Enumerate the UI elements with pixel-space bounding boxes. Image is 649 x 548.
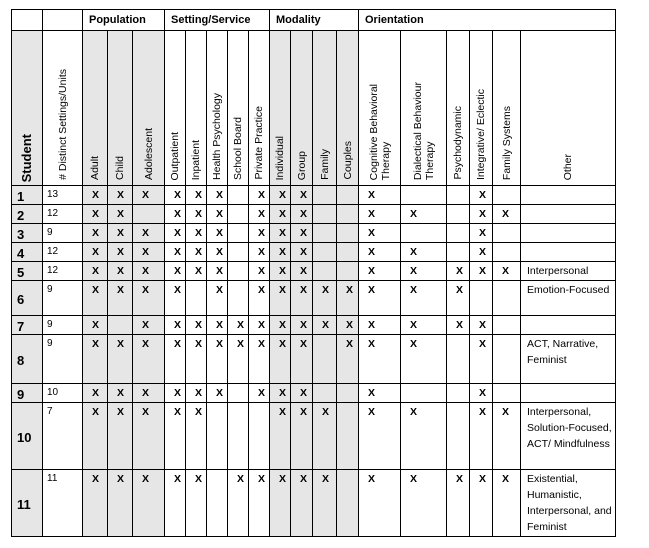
- col-inpatient-label: Inpatient: [190, 139, 202, 180]
- mark-health-psychology: X: [207, 384, 228, 403]
- mark-school-board: [228, 205, 249, 224]
- mark-cbt: X: [359, 470, 401, 537]
- mark-integrative: [470, 281, 493, 316]
- mark-integrative: X: [470, 205, 493, 224]
- col-family: [313, 31, 337, 186]
- mark-outpatient: X: [165, 470, 186, 537]
- table-row: [12, 186, 616, 205]
- group-header-blank: [12, 10, 43, 31]
- student-number: 4: [12, 243, 43, 262]
- mark-dbt: X: [401, 470, 447, 537]
- mark-private-practice: X: [249, 205, 270, 224]
- mark-dbt: [401, 224, 447, 243]
- distinct-units-count: 9: [43, 335, 83, 384]
- mark-family: [313, 186, 337, 205]
- mark-cbt: X: [359, 335, 401, 384]
- student-number: 6: [12, 281, 43, 316]
- group-setting-service: Setting/Service: [165, 10, 270, 31]
- mark-couples: [337, 384, 359, 403]
- mark-individual: X: [270, 470, 291, 537]
- col-health-psychology-label: Health Psychology: [211, 93, 223, 180]
- mark-group: X: [291, 224, 313, 243]
- student-number: 7: [12, 316, 43, 335]
- mark-dbt: X: [401, 262, 447, 281]
- col-dbt: [401, 31, 447, 186]
- mark-adolescent: X: [133, 316, 165, 335]
- mark-couples: X: [337, 335, 359, 384]
- mark-outpatient: X: [165, 281, 186, 316]
- col-family-label: Family: [318, 149, 331, 180]
- mark-health-psychology: X: [207, 205, 228, 224]
- mark-health-psychology: X: [207, 281, 228, 316]
- col-psychodynamic-label: Psychodynamic: [452, 106, 464, 180]
- mark-adult: X: [83, 403, 108, 470]
- table-row: [12, 316, 616, 335]
- mark-school-board: [228, 384, 249, 403]
- col-student: [12, 31, 43, 186]
- mark-integrative: X: [470, 224, 493, 243]
- mark-group: X: [291, 316, 313, 335]
- col-integrative-label: Integrative/ Eclectic: [475, 88, 487, 180]
- mark-family: X: [313, 316, 337, 335]
- col-psychodynamic: [447, 31, 470, 186]
- mark-family: X: [313, 281, 337, 316]
- mark-group: X: [291, 262, 313, 281]
- col-adult: [83, 31, 108, 186]
- student-number: 11: [12, 470, 43, 537]
- mark-group: X: [291, 403, 313, 470]
- mark-cbt: X: [359, 262, 401, 281]
- mark-family-systems: [493, 384, 521, 403]
- mark-psychodynamic: X: [447, 281, 470, 316]
- group-header-row: [12, 10, 616, 31]
- distinct-units-count: 7: [43, 403, 83, 470]
- mark-outpatient: X: [165, 316, 186, 335]
- group-modality: Modality: [270, 10, 359, 31]
- distinct-units-count: 12: [43, 262, 83, 281]
- student-number: 8: [12, 335, 43, 384]
- mark-child: X: [108, 403, 133, 470]
- mark-family: [313, 224, 337, 243]
- other-orientation: Interpersonal, Solution-Focused, ACT/ Mindfulness: [521, 403, 616, 470]
- mark-private-practice: X: [249, 243, 270, 262]
- group-population: Population: [83, 10, 165, 31]
- mark-health-psychology: [207, 470, 228, 537]
- mark-private-practice: X: [249, 224, 270, 243]
- col-outpatient-label: Outpatient: [169, 131, 181, 180]
- mark-child: X: [108, 186, 133, 205]
- mark-family: [313, 262, 337, 281]
- mark-adolescent: X: [133, 384, 165, 403]
- mark-psychodynamic: [447, 205, 470, 224]
- col-school-board: [228, 31, 249, 186]
- col-private-practice-label: Private Practice: [253, 106, 265, 180]
- mark-couples: [337, 470, 359, 537]
- mark-private-practice: X: [249, 384, 270, 403]
- other-orientation: [521, 224, 616, 243]
- mark-health-psychology: X: [207, 186, 228, 205]
- mark-family-systems: [493, 224, 521, 243]
- mark-private-practice: X: [249, 281, 270, 316]
- mark-couples: [337, 403, 359, 470]
- mark-cbt: X: [359, 384, 401, 403]
- table-row: [12, 403, 616, 470]
- mark-dbt: X: [401, 403, 447, 470]
- mark-family: [313, 205, 337, 224]
- table-row: [12, 335, 616, 384]
- mark-health-psychology: X: [207, 243, 228, 262]
- mark-health-psychology: X: [207, 224, 228, 243]
- mark-outpatient: X: [165, 384, 186, 403]
- distinct-units-count: 11: [43, 470, 83, 537]
- other-orientation: [521, 243, 616, 262]
- student-number: 3: [12, 224, 43, 243]
- mark-child: X: [108, 205, 133, 224]
- mark-cbt: X: [359, 224, 401, 243]
- col-integrative: [470, 31, 493, 186]
- mark-private-practice: [249, 403, 270, 470]
- student-number: 10: [12, 403, 43, 470]
- mark-adolescent: X: [133, 281, 165, 316]
- mark-family-systems: [493, 335, 521, 384]
- mark-group: X: [291, 384, 313, 403]
- mark-cbt: X: [359, 243, 401, 262]
- col-cbt-label: [368, 80, 392, 180]
- table-row: [12, 281, 616, 316]
- column-header-row: [12, 31, 616, 186]
- mark-inpatient: X: [186, 384, 207, 403]
- mark-health-psychology: [207, 403, 228, 470]
- mark-adult: X: [83, 335, 108, 384]
- training-summary-table: [11, 9, 616, 537]
- mark-couples: [337, 243, 359, 262]
- col-private-practice: [249, 31, 270, 186]
- mark-couples: X: [337, 316, 359, 335]
- mark-integrative: X: [470, 186, 493, 205]
- col-group-label: Group: [295, 150, 308, 180]
- col-individual-label: Individual: [274, 135, 286, 180]
- table-row: [12, 384, 616, 403]
- mark-group: X: [291, 186, 313, 205]
- mark-family-systems: X: [493, 205, 521, 224]
- mark-inpatient: X: [186, 243, 207, 262]
- mark-psychodynamic: [447, 224, 470, 243]
- mark-couples: [337, 262, 359, 281]
- mark-adult: X: [83, 384, 108, 403]
- mark-adolescent: X: [133, 262, 165, 281]
- mark-outpatient: X: [165, 224, 186, 243]
- group-header-blank-units: [43, 10, 83, 31]
- group-orientation: Orientation: [359, 10, 616, 31]
- col-health-psychology: [207, 31, 228, 186]
- mark-cbt: X: [359, 316, 401, 335]
- col-adolescent: [133, 31, 165, 186]
- mark-couples: [337, 205, 359, 224]
- col-inpatient: [186, 31, 207, 186]
- other-orientation: Interpersonal: [521, 262, 616, 281]
- mark-private-practice: X: [249, 316, 270, 335]
- mark-outpatient: X: [165, 243, 186, 262]
- mark-school-board: [228, 243, 249, 262]
- col-cbt-line1: Cognitive Behavioral: [367, 83, 380, 180]
- mark-adolescent: X: [133, 186, 165, 205]
- table-row: [12, 205, 616, 224]
- other-orientation: [521, 205, 616, 224]
- mark-psychodynamic: [447, 243, 470, 262]
- mark-individual: X: [270, 205, 291, 224]
- col-group: [291, 31, 313, 186]
- distinct-units-count: 10: [43, 384, 83, 403]
- mark-child: X: [108, 470, 133, 537]
- mark-dbt: [401, 384, 447, 403]
- other-orientation: [521, 384, 616, 403]
- mark-child: X: [108, 281, 133, 316]
- mark-school-board: X: [228, 335, 249, 384]
- mark-child: X: [108, 262, 133, 281]
- mark-inpatient: X: [186, 262, 207, 281]
- mark-individual: X: [270, 281, 291, 316]
- student-number: 9: [12, 384, 43, 403]
- mark-school-board: [228, 403, 249, 470]
- mark-school-board: [228, 281, 249, 316]
- student-number: 5: [12, 262, 43, 281]
- mark-psychodynamic: X: [447, 316, 470, 335]
- mark-psychodynamic: [447, 384, 470, 403]
- mark-dbt: X: [401, 335, 447, 384]
- mark-family-systems: X: [493, 403, 521, 470]
- mark-integrative: X: [470, 335, 493, 384]
- mark-cbt: X: [359, 205, 401, 224]
- mark-child: X: [108, 384, 133, 403]
- table-body: [12, 186, 616, 537]
- table-row: [12, 470, 616, 537]
- distinct-units-count: 9: [43, 281, 83, 316]
- mark-health-psychology: X: [207, 316, 228, 335]
- mark-school-board: [228, 262, 249, 281]
- mark-group: X: [291, 335, 313, 384]
- mark-health-psychology: X: [207, 262, 228, 281]
- distinct-units-count: 9: [43, 224, 83, 243]
- mark-dbt: X: [401, 205, 447, 224]
- mark-individual: X: [270, 243, 291, 262]
- mark-adolescent: X: [133, 403, 165, 470]
- mark-integrative: X: [470, 470, 493, 537]
- mark-inpatient: X: [186, 403, 207, 470]
- mark-integrative: X: [470, 243, 493, 262]
- mark-integrative: X: [470, 384, 493, 403]
- mark-adult: X: [83, 224, 108, 243]
- mark-outpatient: X: [165, 335, 186, 384]
- mark-individual: X: [270, 186, 291, 205]
- distinct-units-count: 12: [43, 205, 83, 224]
- mark-inpatient: X: [186, 316, 207, 335]
- col-dbt-line1: Dialectical Behaviour: [411, 81, 424, 180]
- mark-group: X: [291, 281, 313, 316]
- other-orientation: Emotion-Focused: [521, 281, 616, 316]
- mark-psychodynamic: [447, 335, 470, 384]
- mark-group: X: [291, 470, 313, 537]
- col-cbt: [359, 31, 401, 186]
- mark-psychodynamic: X: [447, 262, 470, 281]
- student-number: 1: [12, 186, 43, 205]
- mark-adult: X: [83, 243, 108, 262]
- mark-family-systems: [493, 186, 521, 205]
- mark-integrative: X: [470, 316, 493, 335]
- mark-child: X: [108, 224, 133, 243]
- mark-adult: X: [83, 186, 108, 205]
- mark-family: [313, 384, 337, 403]
- distinct-units-count: 13: [43, 186, 83, 205]
- mark-school-board: X: [228, 470, 249, 537]
- col-units-label: # Distinct Settings/Units: [56, 69, 69, 180]
- other-orientation: [521, 186, 616, 205]
- other-orientation: [521, 316, 616, 335]
- col-family-systems-label: Family Systems: [500, 105, 513, 180]
- mark-family-systems: X: [493, 470, 521, 537]
- mark-individual: X: [270, 384, 291, 403]
- col-student-label: Student: [19, 133, 34, 182]
- col-family-systems: [493, 31, 521, 186]
- mark-individual: X: [270, 262, 291, 281]
- mark-family-systems: X: [493, 262, 521, 281]
- mark-school-board: [228, 224, 249, 243]
- col-dbt-line2: Therapy: [423, 141, 436, 180]
- mark-adolescent: X: [133, 224, 165, 243]
- table-wrapper: [11, 9, 616, 537]
- mark-health-psychology: X: [207, 335, 228, 384]
- mark-dbt: X: [401, 243, 447, 262]
- mark-family: X: [313, 403, 337, 470]
- col-outpatient: [165, 31, 186, 186]
- col-child: [108, 31, 133, 186]
- mark-cbt: X: [359, 281, 401, 316]
- mark-group: X: [291, 243, 313, 262]
- mark-inpatient: [186, 281, 207, 316]
- col-couples-label: Couples: [341, 141, 354, 180]
- col-child-label: Child: [114, 156, 126, 180]
- col-couples: [337, 31, 359, 186]
- mark-individual: X: [270, 403, 291, 470]
- mark-family: [313, 243, 337, 262]
- mark-adolescent: X: [133, 243, 165, 262]
- mark-psychodynamic: [447, 403, 470, 470]
- mark-adolescent: X: [133, 335, 165, 384]
- mark-family: [313, 335, 337, 384]
- mark-family: X: [313, 470, 337, 537]
- col-school-board-label: School Board: [232, 116, 244, 180]
- col-adult-label: Adult: [89, 156, 101, 180]
- mark-psychodynamic: X: [447, 470, 470, 537]
- mark-school-board: [228, 186, 249, 205]
- mark-family-systems: [493, 243, 521, 262]
- table-row: [12, 243, 616, 262]
- mark-individual: X: [270, 335, 291, 384]
- mark-child: [108, 316, 133, 335]
- col-cbt-line2: Therapy: [379, 141, 392, 180]
- distinct-units-count: 9: [43, 316, 83, 335]
- mark-child: X: [108, 243, 133, 262]
- col-adolescent-label: Adolescent: [142, 128, 155, 180]
- student-number: 2: [12, 205, 43, 224]
- mark-adult: X: [83, 470, 108, 537]
- mark-adult: X: [83, 262, 108, 281]
- mark-inpatient: X: [186, 224, 207, 243]
- mark-adolescent: [133, 205, 165, 224]
- col-individual: [270, 31, 291, 186]
- mark-family-systems: [493, 316, 521, 335]
- mark-cbt: X: [359, 403, 401, 470]
- mark-private-practice: X: [249, 335, 270, 384]
- mark-adolescent: X: [133, 470, 165, 537]
- mark-inpatient: X: [186, 470, 207, 537]
- mark-adult: X: [83, 316, 108, 335]
- distinct-units-count: 12: [43, 243, 83, 262]
- mark-individual: X: [270, 316, 291, 335]
- mark-outpatient: X: [165, 262, 186, 281]
- col-other-label: Other: [562, 153, 574, 180]
- mark-couples: [337, 224, 359, 243]
- mark-individual: X: [270, 224, 291, 243]
- mark-dbt: X: [401, 316, 447, 335]
- other-orientation: Existential, Humanistic, Interpersonal, and Feminist: [521, 470, 616, 537]
- mark-private-practice: X: [249, 186, 270, 205]
- mark-adult: X: [83, 205, 108, 224]
- table-row: [12, 262, 616, 281]
- mark-integrative: X: [470, 262, 493, 281]
- col-dbt-label: [412, 78, 436, 180]
- mark-integrative: X: [470, 403, 493, 470]
- mark-inpatient: X: [186, 186, 207, 205]
- mark-outpatient: X: [165, 403, 186, 470]
- other-orientation: ACT, Narrative, Feminist: [521, 335, 616, 384]
- mark-private-practice: X: [249, 470, 270, 537]
- mark-inpatient: X: [186, 335, 207, 384]
- mark-private-practice: X: [249, 262, 270, 281]
- mark-inpatient: X: [186, 205, 207, 224]
- mark-couples: X: [337, 281, 359, 316]
- mark-cbt: X: [359, 186, 401, 205]
- mark-adult: X: [83, 281, 108, 316]
- mark-couples: [337, 186, 359, 205]
- mark-child: X: [108, 335, 133, 384]
- mark-family-systems: [493, 281, 521, 316]
- table-row: [12, 224, 616, 243]
- mark-dbt: X: [401, 281, 447, 316]
- col-units: [43, 31, 83, 186]
- mark-psychodynamic: [447, 186, 470, 205]
- col-other: [521, 31, 616, 186]
- mark-dbt: [401, 186, 447, 205]
- mark-group: X: [291, 205, 313, 224]
- mark-school-board: X: [228, 316, 249, 335]
- mark-outpatient: X: [165, 186, 186, 205]
- mark-outpatient: X: [165, 205, 186, 224]
